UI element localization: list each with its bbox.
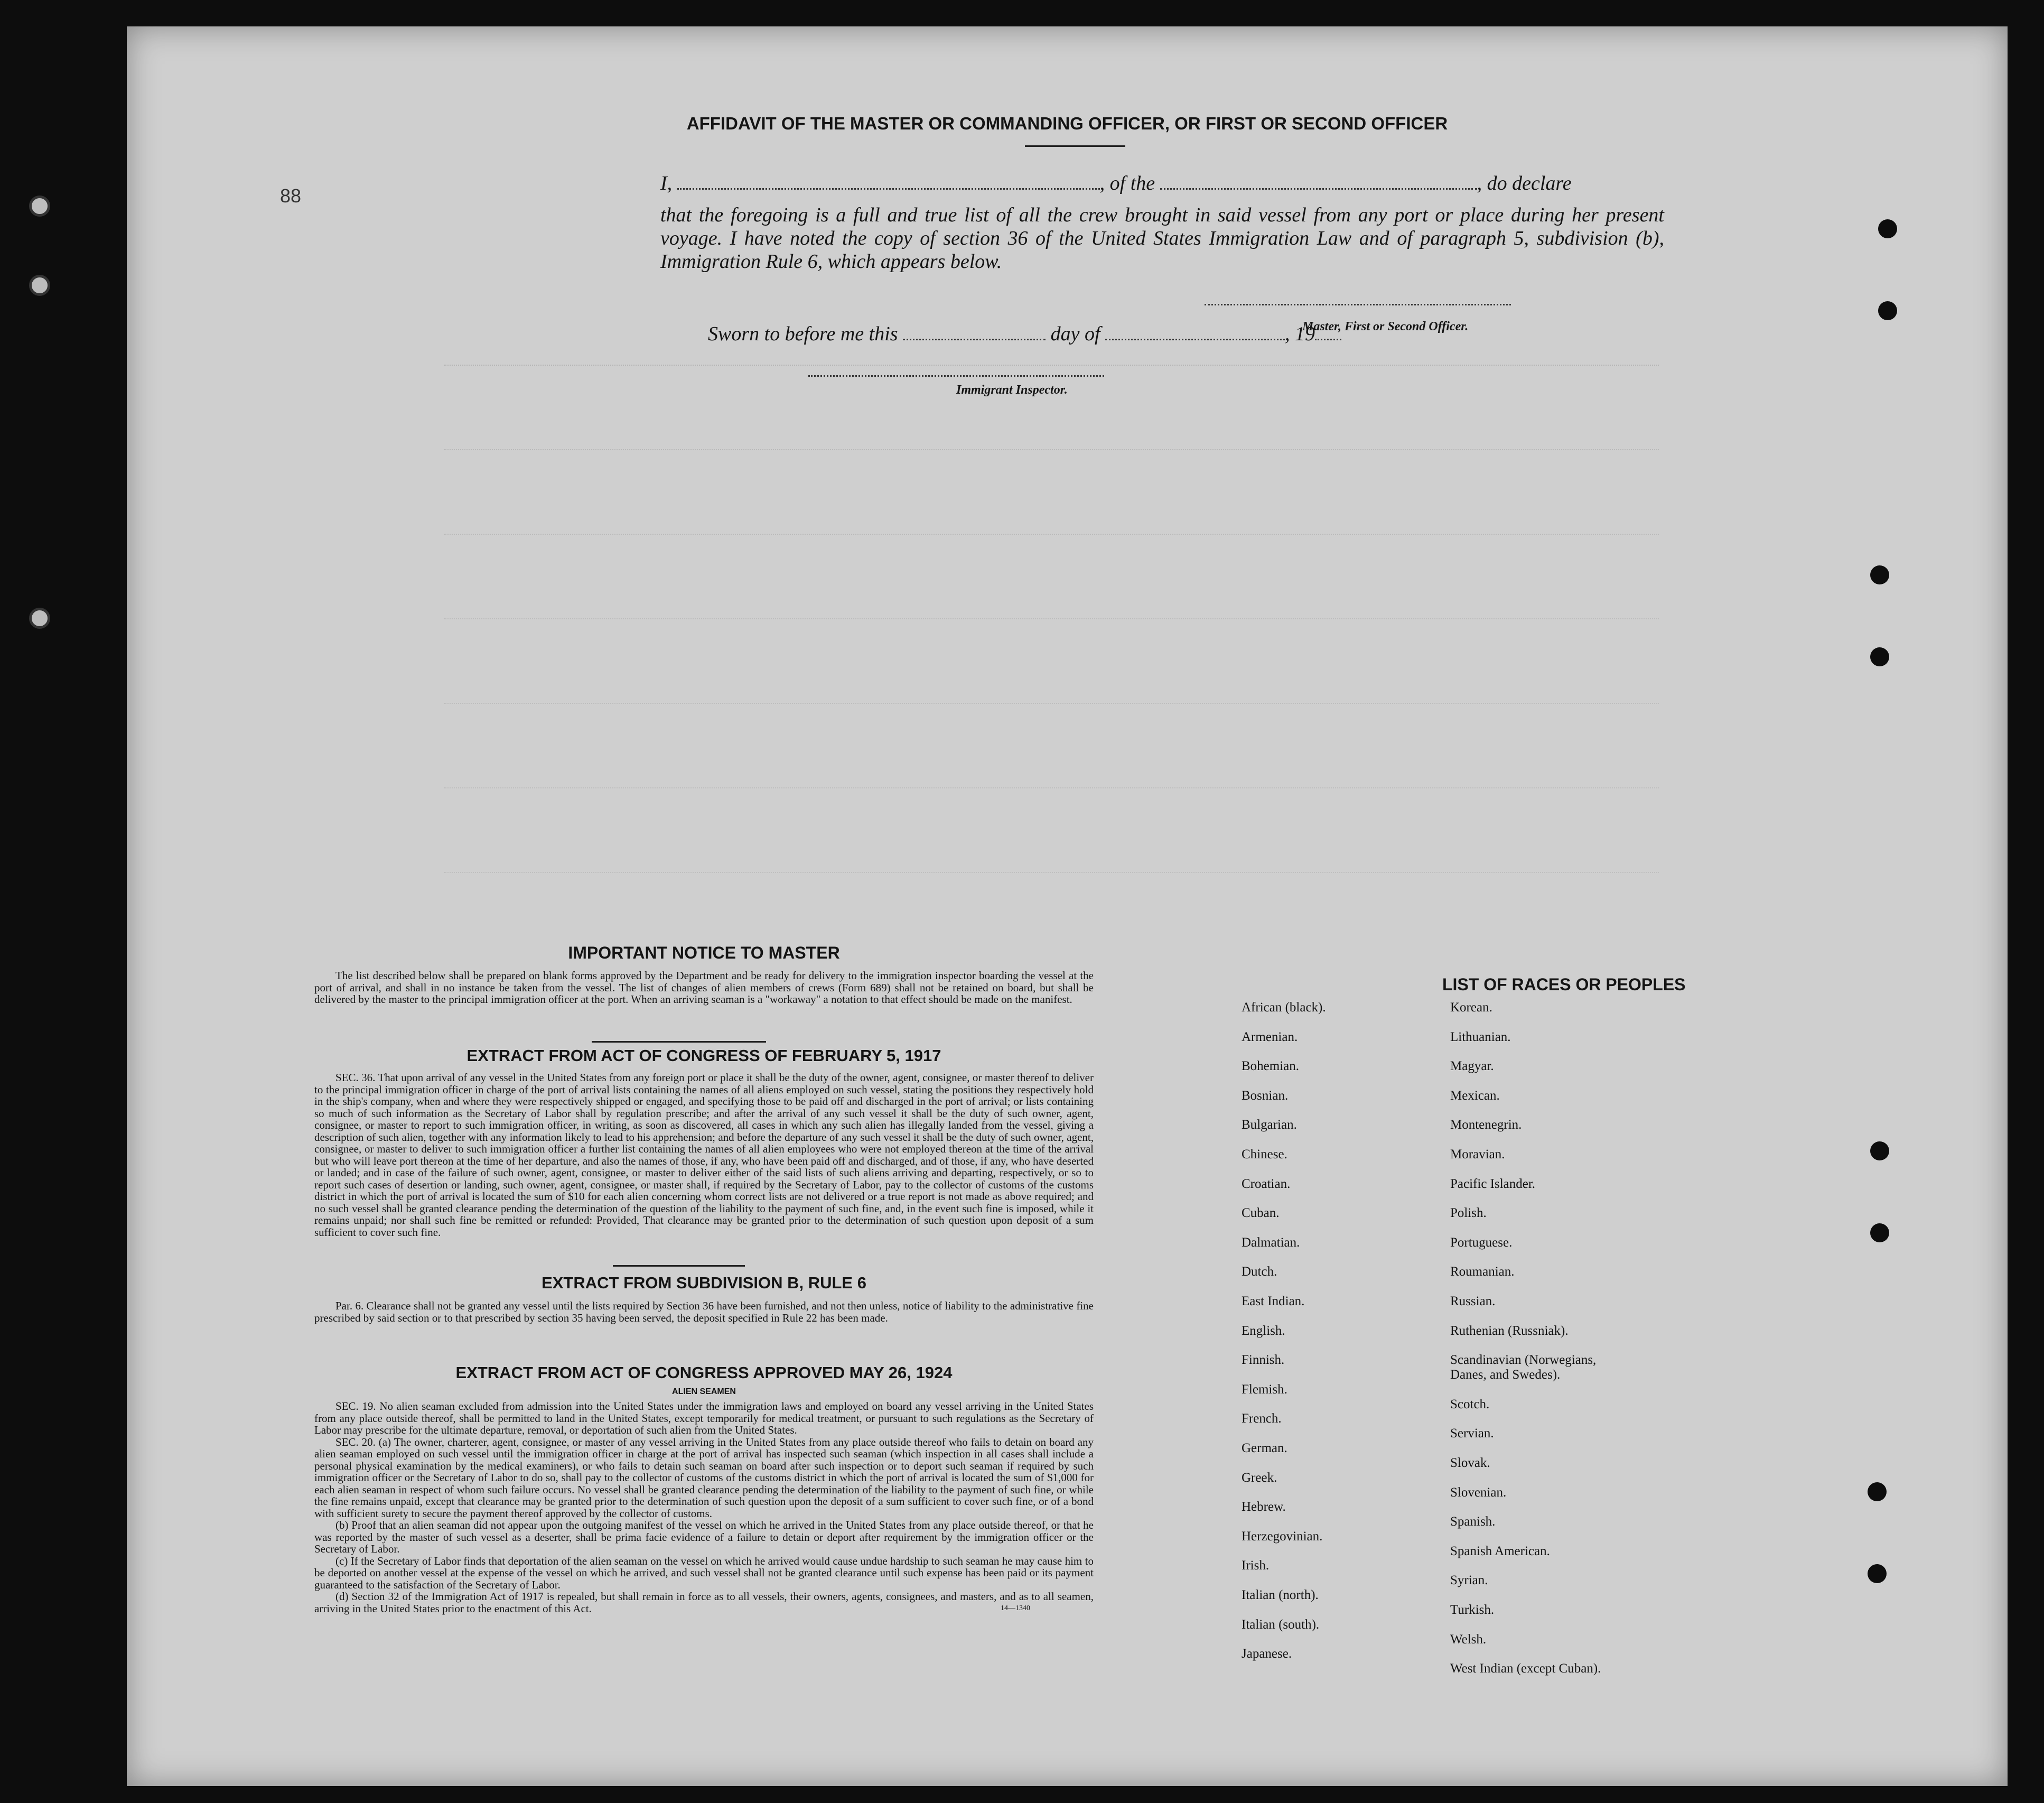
race-item: Polish.	[1450, 1206, 1487, 1221]
inspector-caption: Immigrant Inspector.	[956, 383, 1068, 397]
race-item: Magyar.	[1450, 1059, 1494, 1074]
race-item: Syrian.	[1450, 1573, 1488, 1588]
affidavit-title: AFFIDAVIT OF THE MASTER OR COMMANDING OFFICER, OR FIRST OR SECOND OFFICER	[686, 114, 1448, 133]
affidavit-i-label: I,	[660, 172, 673, 194]
race-item: Spanish American.	[1450, 1544, 1550, 1558]
sec19-text: SEC. 19. No alien seaman excluded from admission into the United States under the immigration laws and employed on board any vessel arriving in the United States from any place outside thereof, shall be permitted to land in the United States, except temporarily for medical treatment, or pursuant to such regulations as the Secretary of Labor may prescribe for the ultimate departure, removal, or deportation of such alien from the United States.	[314, 1400, 1094, 1436]
sworn-prefix: Sworn to before me this	[708, 323, 898, 345]
master-signature-field[interactable]	[1205, 304, 1511, 305]
race-item: Italian (north).	[1242, 1588, 1319, 1602]
affidavit-of-the-label: , of the	[1099, 172, 1155, 194]
race-item: Bohemian.	[1242, 1059, 1300, 1074]
section-divider	[592, 1041, 766, 1043]
binder-hole-icon	[29, 275, 50, 296]
race-item: Roumanian.	[1450, 1265, 1515, 1279]
race-item: Danes, and Swedes).	[1450, 1368, 1561, 1382]
punch-hole-icon	[1868, 1564, 1887, 1583]
race-item: Finnish.	[1242, 1353, 1285, 1368]
sec20a-text: SEC. 20. (a) The owner, charterer, agent, consignee, or master of any vessel arriving in the United States from any place outside thereof who fails to detain on board any alien seaman employed on such vessel until the immigration officer in charge at the port of arrival has inspected such seaman (which inspection in all cases shall include a personal physical examination by the medical examiners), or who fails to detain such seaman on board after such inspection or to deport such seaman if required by such immigration officer or the Secretary of Labor to do so, shall pay to the collector of customs of the customs district in which the port of arrival is located the sum of $1,000 for each alien seaman in respect of whom such failure occurs. No vessel shall be granted clearance pending the determination of the liability to the payment of such fine, or while the fine remains unpaid, except that clearance may be granted prior to the determination of such question upon the deposit of a sum sufficient to cover such fine, or of a bond with sufficient surety to secure the payment thereof approved by the collector of customs.	[314, 1435, 1094, 1520]
race-item: Japanese.	[1242, 1647, 1292, 1661]
sec20b-text: (b) Proof that an alien seaman did not appear upon the outgoing manifest of the vessel on which he arrived in the United States from any place outside thereof, or that he was reported by the master of such vessel as a deserter, shall be prima facie evidence of a failure to detain or deport after requirement by the immigration officer or the Secretary of Labor.	[314, 1519, 1094, 1555]
affidavit-declare-label: , do declare	[1477, 172, 1572, 194]
punch-hole-icon	[1878, 301, 1897, 320]
race-item: English.	[1242, 1323, 1285, 1338]
sworn-line	[660, 322, 1664, 346]
race-item: French.	[1242, 1411, 1282, 1426]
master-name-field[interactable]	[677, 188, 1100, 190]
sworn-month-field[interactable]	[1105, 339, 1285, 340]
race-item: Scotch.	[1450, 1397, 1490, 1411]
extract-1924-subtitle: ALIEN SEAMEN	[672, 1387, 736, 1396]
race-item: Greek.	[1242, 1470, 1277, 1485]
punch-hole-icon	[1868, 1482, 1887, 1501]
race-item: Chinese.	[1242, 1147, 1287, 1161]
race-item: Armenian.	[1242, 1029, 1298, 1044]
race-item: Flemish.	[1242, 1382, 1287, 1397]
sec20c-text: (c) If the Secretary of Labor finds that deportation of the alien seaman on the vessel on which he arrived would cause undue hardship to such seaman he may cause him to be deported on another vessel at the expense of the vessel on which he arrived, and such vessel shall not be granted clearance until such expense has been paid or its payment guaranteed to the satisfaction of the Secretary of Labor.	[314, 1554, 1094, 1591]
race-item: German.	[1242, 1441, 1287, 1455]
race-item: Hebrew.	[1242, 1500, 1286, 1514]
race-item: Korean.	[1450, 1000, 1492, 1015]
affidavit-paragraph: that the foregoing is a full and true list of all the crew brought in said vessel from any port or place during her present voyage. I have noted the copy of section 36 of the United States Immigration Law and of paragraph 5, subdivision (b), Immigration Rule 6, which appears below.	[660, 204, 1664, 273]
sworn-year-label: , 19	[1285, 323, 1315, 345]
punch-hole-icon	[1870, 1141, 1889, 1160]
race-item: Bosnian.	[1242, 1088, 1289, 1103]
sworn-day-of-label: day of	[1050, 323, 1100, 345]
race-item: Montenegrin.	[1450, 1118, 1522, 1132]
extract-1924-title: EXTRACT FROM ACT OF CONGRESS APPROVED MAY 26, 1924	[455, 1363, 953, 1382]
race-item: Pacific Islander.	[1450, 1176, 1536, 1191]
race-item: Bulgarian.	[1242, 1118, 1297, 1132]
race-item: Slovenian.	[1450, 1485, 1507, 1500]
inspector-signature-field[interactable]	[808, 375, 1104, 377]
sworn-day-field[interactable]	[903, 339, 1046, 340]
race-item: West Indian (except Cuban).	[1450, 1661, 1601, 1676]
race-item: Portuguese.	[1450, 1235, 1513, 1250]
extract-1924-body	[314, 1400, 1094, 1615]
extract-1917-text: SEC. 36. That upon arrival of any vessel in the United States from any foreign port or place it shall be the duty of the owner, agent, consignee, or master thereof to deliver to the principal immigration officer in charge of the port of arrival lists containing the names of all aliens employed on such vessel, stating the positions they respectively hold in the ship's company, when and where they were respectively shipped or engaged, and specifying those to be paid off and discharged in the port of arrival; or lists containing so much of such information as the Secretary of Labor shall by regulation prescribe; and after the arrival of any such vessel it shall be the duty of such owner, agent, consignee, or master to report to such immigration officer, in writing, as soon as discovered, all cases in which any such alien has illegally landed from the vessel, giving a description of such alien, together with any information likely to lead to his apprehension; and before the departure of any such vessel it shall be the duty of such owner, agent, consignee, or master to deliver to such immigration officer a further list containing the names of all alien employees who were not employed thereon at the time of the arrival but who will leave port thereon at the time of her departure, and also the names of those, if any, who have been paid off and discharged, and of those, if any, who have deserted or landed; and in case of the failure of such owner, agent, consignee, or master to deliver either of the said lists of such aliens arriving and departing, respectively, or so to report such cases of desertion or landing, such owner, agent, consignee, or master shall, if required by the Secretary of Labor, pay to the collector of customs of the customs district in which the port of arrival is located the sum of $10 for each alien concerning whom correct lists are not delivered or a true report is not made as above required; and no such vessel shall be granted clearance pending the determination of the question of the liability to the payment of such fine, and, in the event such fine is imposed, while it remains unpaid; nor shall such fine be remitted or refunded: Provided, That clearance may be granted prior to the determination of such question upon deposit of a sum sufficient to cover such fine.	[314, 1071, 1094, 1239]
sworn-year-field[interactable]	[1315, 339, 1341, 340]
title-underline	[1025, 145, 1125, 147]
race-item: Moravian.	[1450, 1147, 1505, 1161]
manifest-page	[127, 26, 2008, 1786]
race-item: Cuban.	[1242, 1206, 1280, 1221]
form-number: 14—1340	[1001, 1604, 1030, 1612]
subdivision-title: EXTRACT FROM SUBDIVISION B, RULE 6	[542, 1274, 866, 1292]
punch-hole-icon	[1870, 647, 1889, 666]
race-item: Lithuanian.	[1450, 1029, 1511, 1044]
master-caption: Master, First or Second Officer.	[1302, 320, 1469, 333]
section-divider	[613, 1265, 745, 1267]
punch-hole-icon	[1870, 565, 1889, 584]
race-item: Dutch.	[1242, 1265, 1277, 1279]
race-item: Spanish.	[1450, 1514, 1496, 1529]
punch-hole-icon	[1870, 1223, 1889, 1242]
race-item: Turkish.	[1450, 1603, 1495, 1617]
race-item: East Indian.	[1242, 1294, 1305, 1308]
race-item: Italian (south).	[1242, 1617, 1320, 1632]
page-number: 88	[280, 185, 302, 207]
punch-hole-icon	[1878, 219, 1897, 238]
notice-title: IMPORTANT NOTICE TO MASTER	[568, 943, 840, 962]
sec20d-text: (d) Section 32 of the Immigration Act of 1917 is repealed, but shall remain in force as to all vessels, their owners, agents, consignees, and masters, and as to all seamen, arriving in the United States prior to the enactment of this Act.	[314, 1590, 1094, 1615]
race-item: Scandinavian (Norwegians,	[1450, 1353, 1597, 1368]
binder-hole-icon	[29, 608, 50, 629]
race-item: Mexican.	[1450, 1088, 1500, 1103]
race-item: Dalmatian.	[1242, 1235, 1300, 1250]
binder-hole-icon	[29, 196, 50, 217]
extract-1917-title: EXTRACT FROM ACT OF CONGRESS OF FEBRUARY 5, 1917	[466, 1046, 941, 1065]
race-item: African (black).	[1242, 1000, 1326, 1015]
vessel-name-field[interactable]	[1160, 188, 1477, 190]
race-item: Ruthenian (Russniak).	[1450, 1323, 1569, 1338]
race-item: Croatian.	[1242, 1176, 1291, 1191]
race-item: Slovak.	[1450, 1456, 1490, 1470]
race-item: Irish.	[1242, 1558, 1270, 1573]
race-item: Russian.	[1450, 1294, 1496, 1308]
race-item: Welsh.	[1450, 1632, 1487, 1647]
notice-text: The list described below shall be prepared on blank forms approved by the Department and be ready for delivery to the immigration inspector boarding the vessel at the port of arrival, and shall in no instance be taken from the vessel. The list of changes of alien members of crews (Form 689) shall not be retained on board, but shall be delivered by the master to the principal immigration officer at the port. When an arriving seaman is a "workaway" a notation to that effect should be made on the manifest.	[314, 969, 1094, 1006]
affidavit-declaration-line	[660, 172, 1664, 195]
races-title: LIST OF RACES OR PEOPLES	[1442, 975, 1686, 994]
race-item: Herzegovinian.	[1242, 1529, 1323, 1544]
race-item: Servian.	[1450, 1426, 1494, 1441]
subdivision-text: Par. 6. Clearance shall not be granted any vessel until the lists required by Section 36 have been furnished, and not then unless, notice of liability to the administrative fine prescribed by said section or to that prescribed by section 35 having been served, the deposit specified in Rule 22 has been made.	[314, 1299, 1094, 1324]
